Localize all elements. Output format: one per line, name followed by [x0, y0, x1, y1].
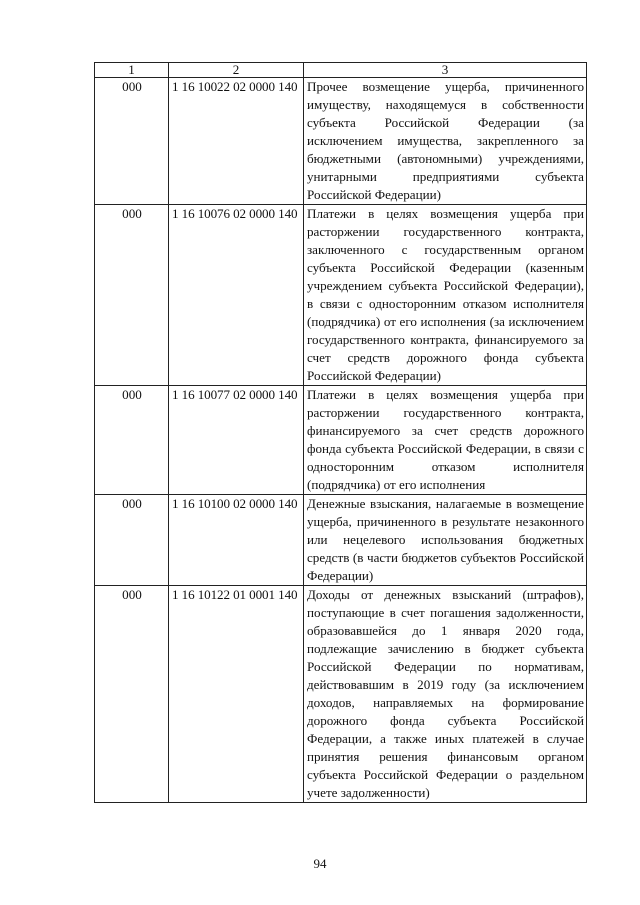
table-row: [95, 205, 587, 386]
budget-code-cell: 1 16 10022 02 0000 140: [169, 78, 304, 205]
revenue-name-cell: Прочее возмещение ущерба, причиненного имуществу, находящемуся в собственности субъекта Российской Федерации (за исключением имущества, закрепленного за бюджетными (автономными) учреждениями, унитарными предприятиями субъекта Российской Федерации): [304, 78, 587, 205]
revenue-codes-table: [94, 62, 587, 803]
column-header-2: 2: [169, 63, 304, 78]
budget-code-cell: 1 16 10100 02 0000 140: [169, 495, 304, 586]
admin-code-cell: 000: [95, 495, 169, 586]
admin-code-cell: 000: [95, 78, 169, 205]
revenue-name-cell: Доходы от денежных взысканий (штрафов), поступающие в счет погашения задолженности, образовавшейся до 1 января 2020 года, подлежащие зачислению в бюджет субъекта Российской Федерации по нормативам, действовавшим в 2019 году (за исключением доходов, направляемых на формирование дорожного фонда субъекта Российской Федерации, а также иных платежей в случае принятия решения финансовым органом субъекта Российской Федерации о раздельном учете задолженности): [304, 586, 587, 803]
revenue-name-cell: Платежи в целях возмещения ущерба при расторжении государственного контракта, финансируемого за счет средств дорожного фонда субъекта Российской Федерации, в связи с односторонним отказом исполнителя (подрядчика) от его исполнения: [304, 386, 587, 495]
admin-code-cell: 000: [95, 386, 169, 495]
table-row: [95, 495, 587, 586]
budget-code-cell: 1 16 10122 01 0001 140: [169, 586, 304, 803]
table-row: [95, 78, 587, 205]
table-header-row: [95, 63, 587, 78]
admin-code-cell: 000: [95, 205, 169, 386]
column-header-1: 1: [95, 63, 169, 78]
budget-code-cell: 1 16 10077 02 0000 140: [169, 386, 304, 495]
column-header-3: 3: [304, 63, 587, 78]
table-row: [95, 386, 587, 495]
admin-code-cell: 000: [95, 586, 169, 803]
budget-code-cell: 1 16 10076 02 0000 140: [169, 205, 304, 386]
page-number: 94: [313, 856, 327, 871]
revenue-name-cell: Денежные взыскания, налагаемые в возмещение ущерба, причиненного в результате незаконного или нецелевого использования бюджетных средств (в части бюджетов субъектов Российской Федерации): [304, 495, 587, 586]
table-row: [95, 586, 587, 803]
revenue-name-cell: Платежи в целях возмещения ущерба при расторжении государственного контракта, заключенного с государственным органом субъекта Российской Федерации (казенным учреждением субъекта Российской Федерации), в связи с односторонним отказом исполнителя (подрядчика) от его исполнения (за исключением государственного контракта, финансируемого за счет средств дорожного фонда субъекта Российской Федерации): [304, 205, 587, 386]
